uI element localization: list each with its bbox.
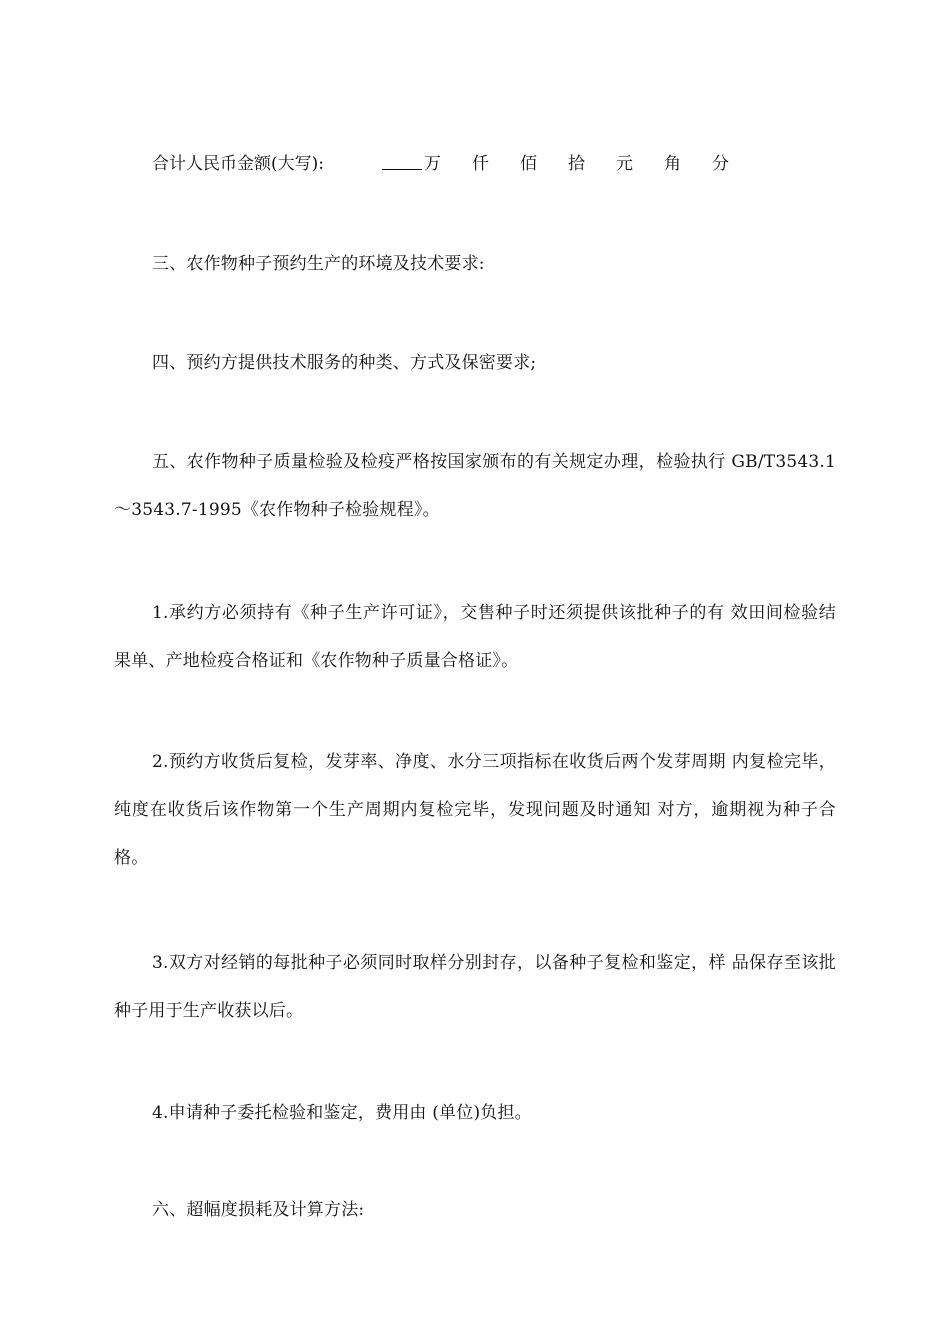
- unit-fen: 分: [712, 154, 729, 174]
- section-3-heading: 三、农作物种子预约生产的环境及技术要求:: [152, 254, 485, 274]
- unit-qian: 仟: [472, 154, 489, 174]
- section-5-paragraph: 五、农作物种子质量检验及检疫严格按国家颁布的有关规定办理，检验执行 GB/T3543.1～3543.7-1995《农作物种子检验规程》。: [114, 452, 836, 520]
- unit-yuan: 元: [616, 154, 633, 174]
- total-amount-line: [152, 140, 760, 188]
- section-5-item-3: 3.双方对经销的每批种子必须同时取样分别封存，以备种子复检和鉴定，样 品保存至该批种子用于生产收获以后。: [114, 953, 836, 1021]
- section-5-item-4: 4.申请种子委托检验和鉴定，费用由 (单位)负担。: [152, 1103, 532, 1123]
- unit-wan: 万: [424, 154, 441, 174]
- section-5-item-1: 1.承约方必须持有《种子生产许可证》，交售种子时还须提供该批种子的有 效田间检验结果单、产地检疫合格证和《农作物种子质量合格证》。: [114, 603, 836, 671]
- section-4-heading: 四、预约方提供技术服务的种类、方式及保密要求;: [152, 353, 537, 373]
- amount-blank-field: [382, 153, 422, 170]
- section-5-item-2: 2.预约方收货后复检，发芽率、净度、水分三项指标在收货后两个发芽周期 内复检完毕，纯度在收货后该作物第一个生产周期内复检完毕，发现问题及时通知 对方，逾期视为种子合格。: [114, 752, 836, 868]
- section-6-heading: 六、超幅度损耗及计算方法:: [152, 1200, 365, 1220]
- unit-bai: 佰: [520, 154, 537, 174]
- total-amount-label: 合计人民币金额(大写):: [152, 154, 324, 174]
- unit-shi: 拾: [568, 154, 585, 174]
- unit-jiao: 角: [664, 154, 681, 174]
